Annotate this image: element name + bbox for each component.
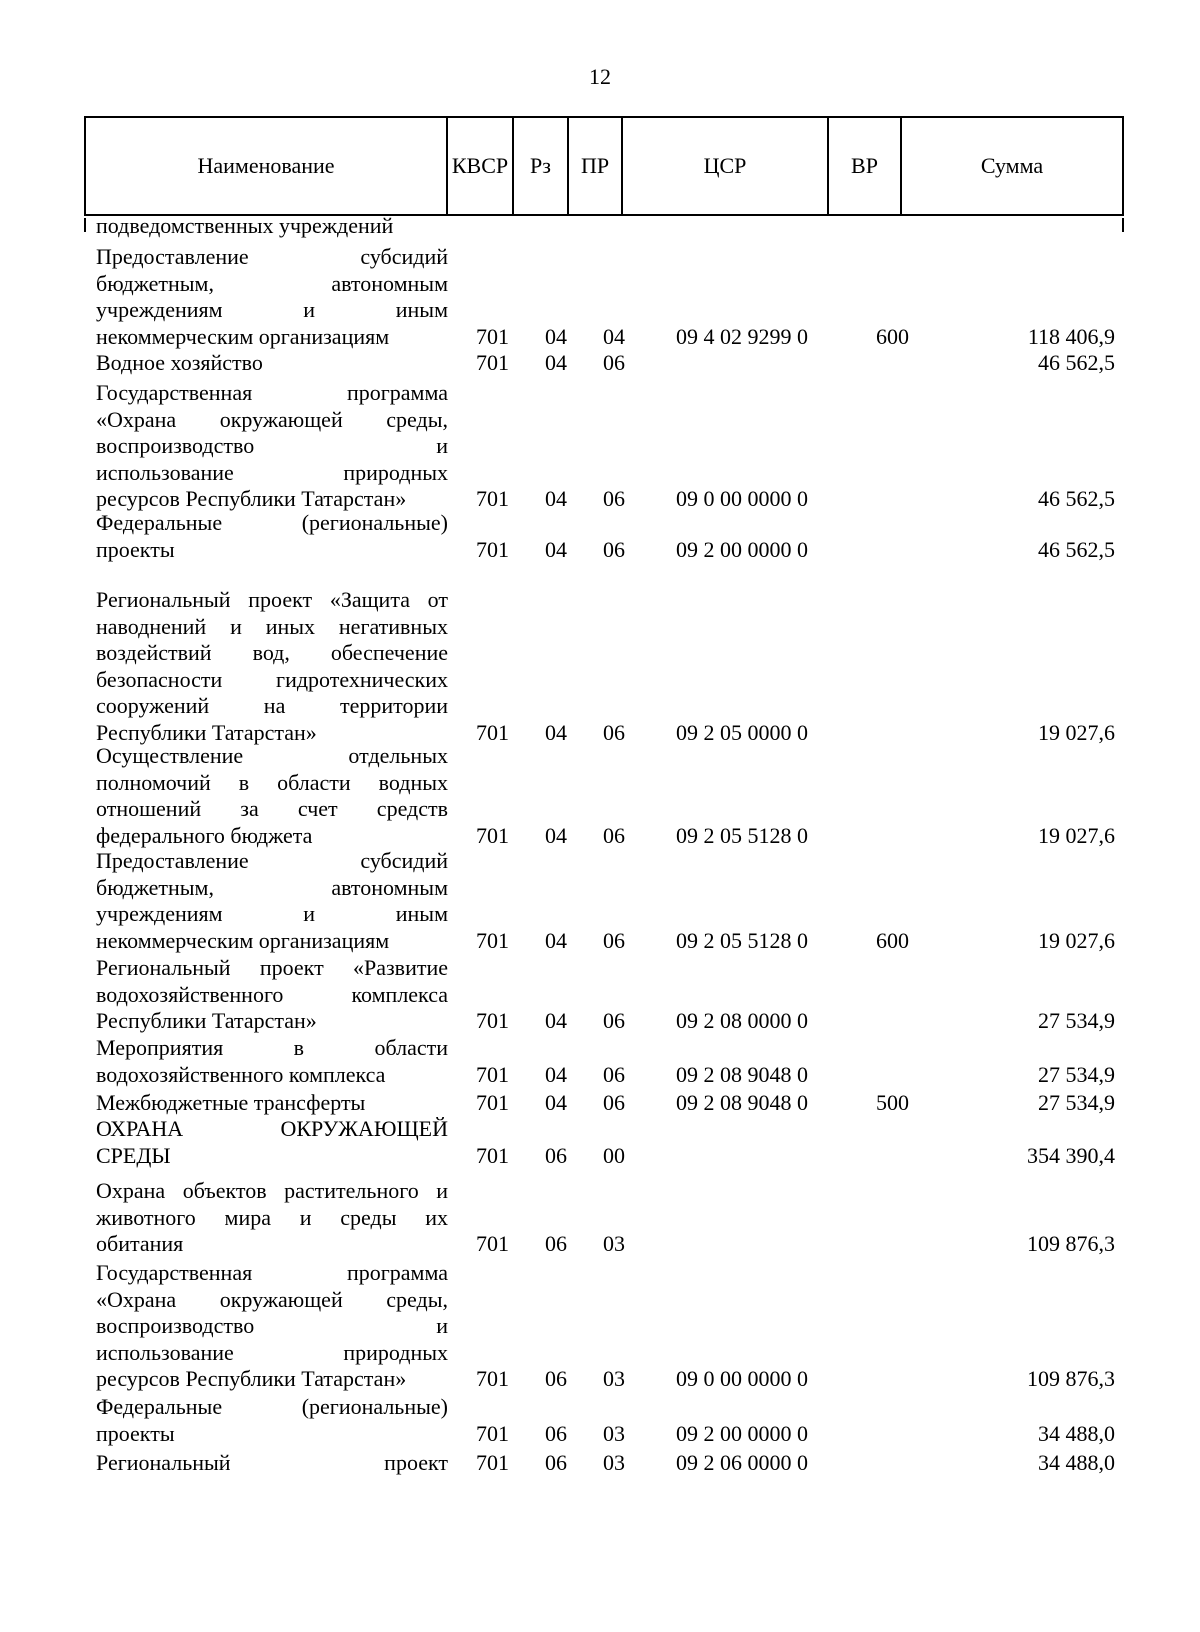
rz-cell: 06 xyxy=(545,1420,567,1446)
sum-cell: 109 876,3 xyxy=(1027,1366,1115,1391)
row-name-line: сооружений на территории xyxy=(96,693,448,718)
header-vr: ВР xyxy=(827,116,900,216)
kvsr-cell: 701 xyxy=(476,1061,509,1087)
pr-cell: 03 xyxy=(603,1450,625,1475)
csr-cell: 09 0 00 0000 0 xyxy=(676,486,808,511)
row-name xyxy=(96,1394,448,1447)
row-name xyxy=(96,1116,448,1169)
sum-cell: 354 390,4 xyxy=(1027,1142,1115,1168)
sum-cell: 27 534,9 xyxy=(1038,1061,1115,1087)
sum-cell: 27 534,9 xyxy=(1038,1008,1115,1033)
sum-cell: 118 406,9 xyxy=(1027,323,1115,349)
csr-cell: 09 2 06 0000 0 xyxy=(676,1450,808,1475)
kvsr-cell: 701 xyxy=(476,1420,509,1446)
kvsr-cell: 701 xyxy=(476,927,509,953)
pr-cell: 03 xyxy=(603,1366,625,1391)
row-name xyxy=(96,743,448,849)
row-name-line: Осуществление отдельных xyxy=(96,743,448,768)
rz-cell: 06 xyxy=(545,1366,567,1391)
row-name-line: Мероприятия в области xyxy=(96,1035,448,1060)
sum-cell: 34 488,0 xyxy=(1038,1420,1115,1446)
row-name xyxy=(96,380,448,513)
pr-cell: 06 xyxy=(603,486,625,511)
kvsr-cell: 701 xyxy=(476,1366,509,1391)
sum-cell: 34 488,0 xyxy=(1038,1450,1115,1475)
row-name-line: воспроизводство и xyxy=(96,1313,448,1338)
kvsr-cell: 701 xyxy=(476,719,509,745)
csr-cell: 09 2 08 0000 0 xyxy=(676,1008,808,1033)
row-name-line: федерального бюджета xyxy=(96,822,313,848)
rz-cell: 04 xyxy=(545,1061,567,1087)
vr-cell: 600 xyxy=(876,927,909,953)
sum-cell: 46 562,5 xyxy=(1038,486,1115,511)
row-name-line: Государственная программа xyxy=(96,380,448,405)
kvsr-cell: 701 xyxy=(476,1142,509,1168)
row-name-line: Федеральные (региональные) xyxy=(96,510,448,535)
row-name-line: подведомственных учреждений xyxy=(96,213,394,238)
row-name-line: бюджетным, автономным xyxy=(96,270,448,296)
row-name xyxy=(96,244,448,350)
row-name-line: Республики Татарстан» xyxy=(96,1008,317,1033)
rz-cell: 04 xyxy=(545,1008,567,1033)
sum-cell: 19 027,6 xyxy=(1038,822,1115,848)
table-row xyxy=(0,1116,1200,1169)
sum-cell: 19 027,6 xyxy=(1038,719,1115,745)
csr-cell: 09 0 00 0000 0 xyxy=(676,1366,808,1391)
vr-cell: 500 xyxy=(876,1090,909,1115)
kvsr-cell: 701 xyxy=(476,1231,509,1256)
row-name-line: «Охрана окружающей среды, xyxy=(96,406,448,432)
sum-cell: 46 562,5 xyxy=(1038,350,1115,375)
pr-cell: 03 xyxy=(603,1420,625,1446)
pr-cell: 00 xyxy=(603,1142,625,1168)
kvsr-cell: 701 xyxy=(476,536,509,562)
row-name-line: Межбюджетные трансферты xyxy=(96,1090,366,1115)
row-name xyxy=(96,213,448,240)
row-name xyxy=(96,955,448,1035)
row-name-line: Водное хозяйство xyxy=(96,350,263,375)
row-name-line: Республики Татарстан» xyxy=(96,719,317,745)
pr-cell: 06 xyxy=(603,1061,625,1087)
table-row xyxy=(0,244,1200,350)
csr-cell: 09 4 02 9299 0 xyxy=(676,323,808,349)
row-name-line: Региональный проект «Защита от xyxy=(96,587,448,612)
rz-cell: 04 xyxy=(545,927,567,953)
header-rz: Рз xyxy=(512,116,567,216)
kvsr-cell: 701 xyxy=(476,323,509,349)
sum-cell: 19 027,6 xyxy=(1038,927,1115,953)
row-name-line: водохозяйственного комплекса xyxy=(96,1061,386,1087)
row-name-line: Предоставление субсидий xyxy=(96,244,448,269)
pr-cell: 06 xyxy=(603,350,625,375)
table-row xyxy=(0,380,1200,513)
sum-cell: 46 562,5 xyxy=(1038,536,1115,562)
row-name-line: СРЕДЫ xyxy=(96,1142,171,1168)
page-number: 12 xyxy=(589,64,611,89)
table-header xyxy=(84,116,1124,218)
row-name xyxy=(96,1035,448,1088)
kvsr-cell: 701 xyxy=(476,1090,509,1115)
row-name-line: безопасности гидротехнических xyxy=(96,666,448,692)
header-kvsr: КВСР xyxy=(446,116,512,216)
row-name-line: проекты xyxy=(96,536,175,562)
rz-cell: 06 xyxy=(545,1142,567,1168)
row-name-line: воздействий вод, обеспечение xyxy=(96,640,448,665)
table-row xyxy=(0,510,1200,563)
table-row xyxy=(0,587,1200,746)
row-name-line: ОХРАНА ОКРУЖАЮЩЕЙ xyxy=(96,1116,448,1141)
pr-cell: 06 xyxy=(603,1090,625,1115)
row-name xyxy=(96,587,448,746)
row-name-line: воспроизводство и xyxy=(96,433,448,458)
kvsr-cell: 701 xyxy=(476,822,509,848)
row-name-line: полномочий в области водных xyxy=(96,769,448,795)
table-row xyxy=(0,213,1200,240)
row-name-line: Федеральные (региональные) xyxy=(96,1394,448,1419)
row-name xyxy=(96,848,448,954)
csr-cell: 09 2 05 0000 0 xyxy=(676,719,808,745)
rz-cell: 06 xyxy=(545,1450,567,1475)
table-row xyxy=(0,1260,1200,1393)
row-name-line: «Охрана окружающей среды, xyxy=(96,1286,448,1312)
rz-cell: 04 xyxy=(545,536,567,562)
row-name-line: животного мира и среды их xyxy=(96,1204,448,1230)
row-name-line: учреждениям и иным xyxy=(96,901,448,926)
rz-cell: 04 xyxy=(545,1090,567,1115)
row-name-line: бюджетным, автономным xyxy=(96,874,448,900)
sum-cell: 109 876,3 xyxy=(1027,1231,1115,1256)
vr-cell: 600 xyxy=(876,323,909,349)
header-pr: ПР xyxy=(567,116,621,216)
csr-cell: 09 2 08 9048 0 xyxy=(676,1090,808,1115)
row-name-line: Предоставление субсидий xyxy=(96,848,448,873)
pr-cell: 06 xyxy=(603,719,625,745)
table-row xyxy=(0,1178,1200,1258)
row-name-line: использование природных xyxy=(96,459,448,485)
row-name-line: учреждениям и иным xyxy=(96,297,448,322)
row-name-line: ресурсов Республики Татарстан» xyxy=(96,1366,407,1391)
row-name-line: наводнений и иных негативных xyxy=(96,613,448,639)
table-row xyxy=(0,350,1200,377)
row-name-line: некоммерческим организациям xyxy=(96,323,390,349)
pr-cell: 03 xyxy=(603,1231,625,1256)
row-name-line: некоммерческим организациям xyxy=(96,927,390,953)
table-row xyxy=(0,1450,1200,1477)
header-csr: ЦСР xyxy=(621,116,827,216)
csr-cell: 09 2 05 5128 0 xyxy=(676,927,808,953)
csr-cell: 09 2 00 0000 0 xyxy=(676,536,808,562)
csr-cell: 09 2 08 9048 0 xyxy=(676,1061,808,1087)
row-name-line: отношений за счет средств xyxy=(96,796,448,821)
rz-cell: 04 xyxy=(545,486,567,511)
header-name: Наименование xyxy=(84,116,446,216)
row-name xyxy=(96,1178,448,1258)
row-name-line: водохозяйственного комплекса xyxy=(96,981,448,1007)
kvsr-cell: 701 xyxy=(476,350,509,375)
row-name-line: проекты xyxy=(96,1420,175,1446)
pr-cell: 06 xyxy=(603,536,625,562)
rz-cell: 04 xyxy=(545,350,567,375)
row-name-line: обитания xyxy=(96,1231,184,1256)
table-row xyxy=(0,1394,1200,1447)
row-name xyxy=(96,1450,448,1477)
pr-cell: 04 xyxy=(603,323,625,349)
rz-cell: 06 xyxy=(545,1231,567,1256)
row-name-line: Региональный проект xyxy=(96,1450,448,1475)
row-name-line: Государственная программа xyxy=(96,1260,448,1285)
row-name-line: Охрана объектов растительного и xyxy=(96,1178,448,1203)
row-name xyxy=(96,510,448,563)
row-name-line: Региональный проект «Развитие xyxy=(96,955,448,980)
csr-cell: 09 2 05 5128 0 xyxy=(676,822,808,848)
pr-cell: 06 xyxy=(603,1008,625,1033)
table-row xyxy=(0,955,1200,1035)
kvsr-cell: 701 xyxy=(476,486,509,511)
row-name xyxy=(96,1090,448,1117)
row-name xyxy=(96,1260,448,1393)
kvsr-cell: 701 xyxy=(476,1450,509,1475)
rz-cell: 04 xyxy=(545,719,567,745)
rz-cell: 04 xyxy=(545,323,567,349)
sum-cell: 27 534,9 xyxy=(1038,1090,1115,1115)
table-row xyxy=(0,1090,1200,1117)
table-row xyxy=(0,848,1200,954)
pr-cell: 06 xyxy=(603,822,625,848)
pr-cell: 06 xyxy=(603,927,625,953)
table-row xyxy=(0,1035,1200,1088)
rz-cell: 04 xyxy=(545,822,567,848)
row-name-line: использование природных xyxy=(96,1339,448,1365)
table-row xyxy=(0,743,1200,849)
header-sum: Сумма xyxy=(900,116,1124,216)
row-name-line: ресурсов Республики Татарстан» xyxy=(96,486,407,511)
kvsr-cell: 701 xyxy=(476,1008,509,1033)
csr-cell: 09 2 00 0000 0 xyxy=(676,1420,808,1446)
row-name xyxy=(96,350,448,377)
